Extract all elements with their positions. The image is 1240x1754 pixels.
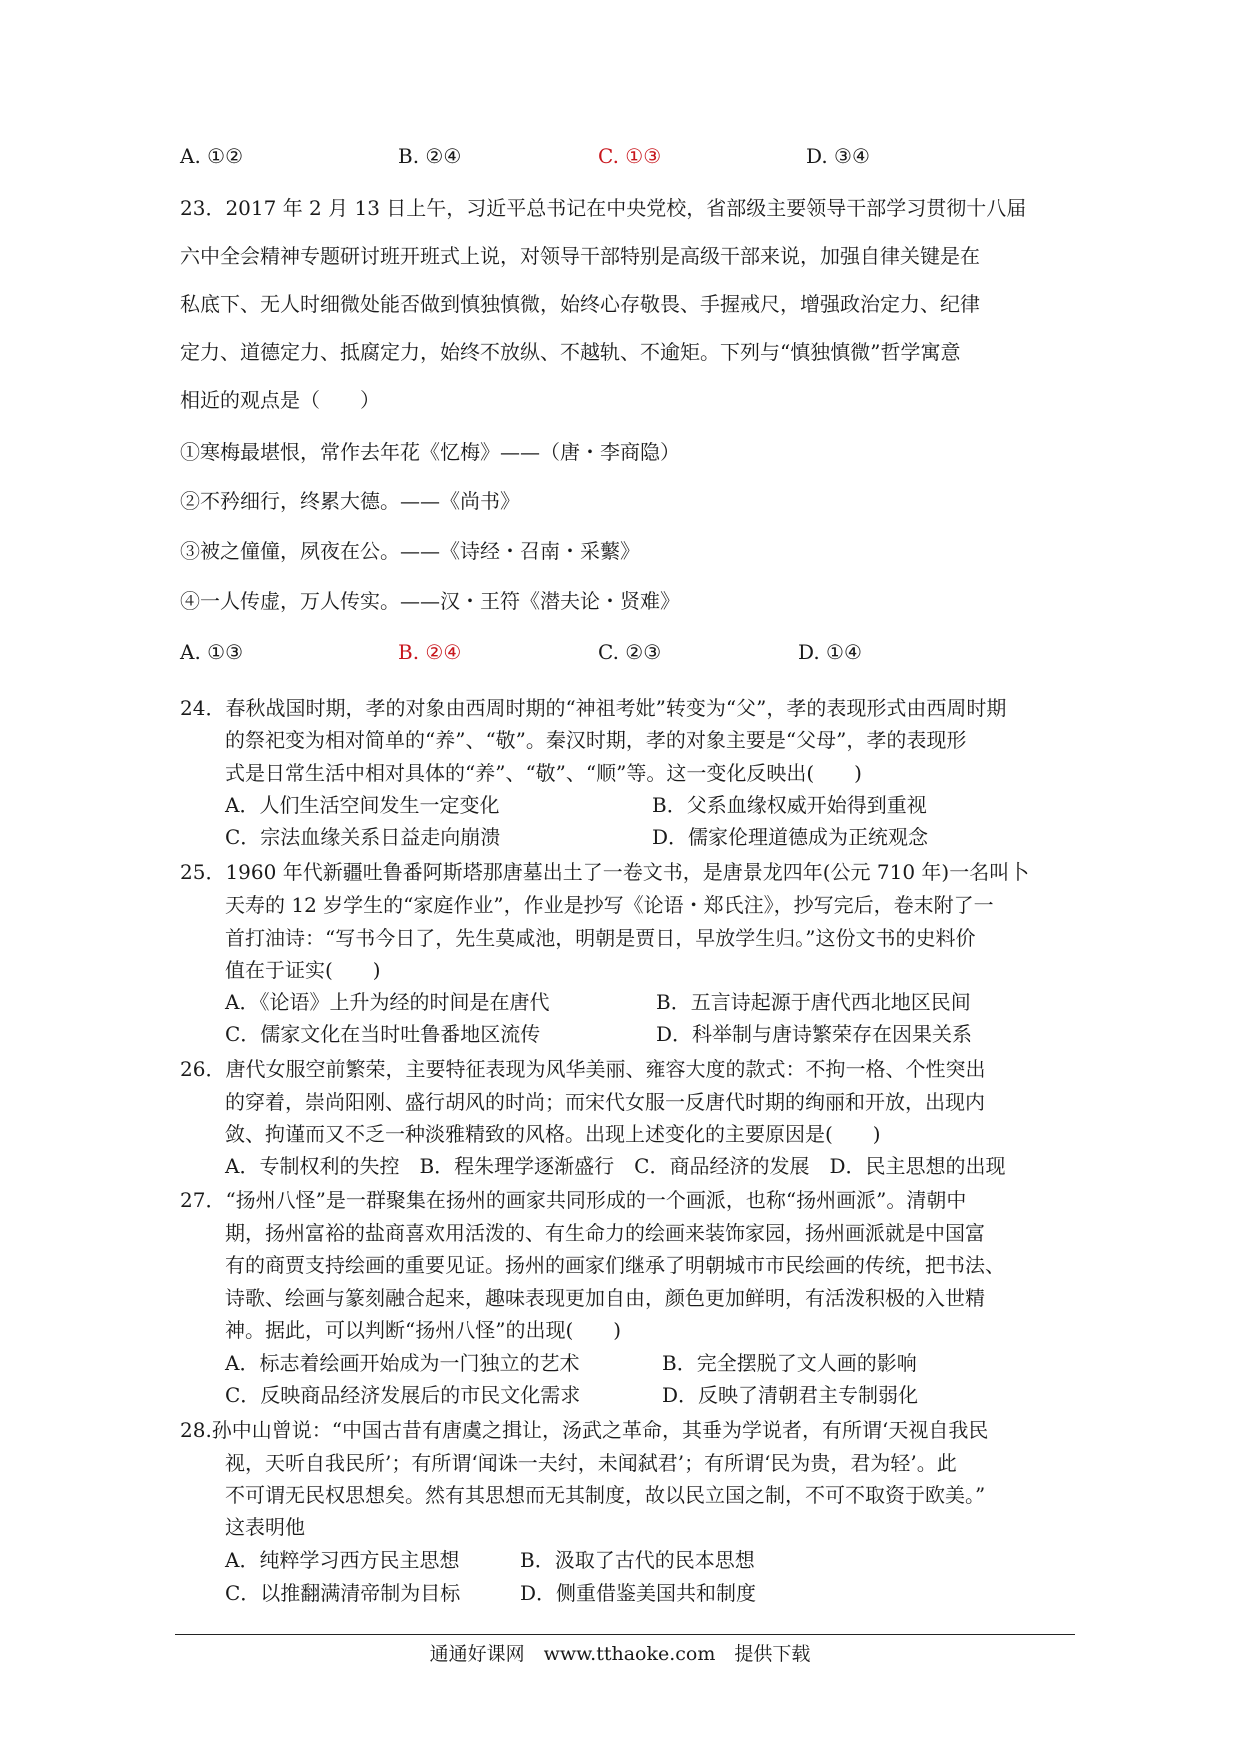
q23-item-2: ②不矜细行，终累大德。——《尚书》	[180, 489, 520, 513]
q24-stem-line: 式是日常生活中相对具体的“养”、“敬”、“顺”等。这一变化反映出( )	[225, 761, 862, 785]
q23-option-c: C. ②③	[598, 640, 662, 664]
q25-option-c: C．儒家文化在当时吐鲁番地区流传	[225, 1022, 541, 1046]
q23-option-d: D. ①④	[798, 640, 862, 664]
q25-stem-line: 值在于证实( )	[225, 958, 381, 982]
q23-stem-line: 私底下、无人时细微处能否做到慎独慎微，始终心存敬畏、手握戒尺，增强政治定力、纪律	[180, 292, 980, 316]
q28-option-b: B．汲取了古代的民本思想	[520, 1548, 755, 1572]
q26-options: A．专制权利的失控 B．程朱理学逐渐盛行 C．商品经济的发展 D．民主思想的出现	[225, 1154, 1006, 1178]
q27-option-d: D．反映了清朝君主专制弱化	[662, 1383, 919, 1407]
q24-option-a: A．人们生活空间发生一定变化	[225, 793, 500, 817]
q25-stem-line: 25．1960 年代新疆吐鲁番阿斯塔那唐墓出土了一卷文书，是唐景龙四年(公元 710 年)一名叫卜	[180, 860, 1030, 884]
q23-item-4: ④一人传虚，万人传实。——汉・王符《潜夫论・贤难》	[180, 589, 680, 613]
q22-option-b: B. ②④	[398, 144, 462, 168]
q22-option-c-answer: C. ①③	[598, 144, 662, 168]
q27-stem-line: 诗歌、绘画与篆刻融合起来，趣味表现更加自由，颜色更加鲜明，有活泼积极的入世精	[225, 1286, 985, 1310]
q27-option-a: A．标志着绘画开始成为一门独立的艺术	[225, 1351, 580, 1375]
q28-option-a: A．纯粹学习西方民主思想	[225, 1548, 460, 1572]
q26-stem-line: 的穿着，崇尚阳刚、盛行胡风的时尚；而宋代女服一反唐代时期的绚丽和开放，出现内	[225, 1090, 985, 1114]
q26-stem-line: 敛、拘谨而又不乏一种淡雅精致的风格。出现上述变化的主要原因是( )	[225, 1122, 881, 1146]
q27-option-c: C．反映商品经济发展后的市民文化需求	[225, 1383, 581, 1407]
q28-option-c: C．以推翻满清帝制为目标	[225, 1581, 461, 1605]
q23-stem-line: 23．2017 年 2 月 13 日上午，习近平总书记在中央党校，省部级主要领导干部学习贯彻十八届	[180, 196, 1027, 220]
q25-option-b: B．五言诗起源于唐代西北地区民间	[656, 990, 971, 1014]
q24-option-c: C．宗法血缘关系日益走向崩溃	[225, 825, 501, 849]
q23-stem-line: 定力、道德定力、抵腐定力，始终不放纵、不越轨、不逾矩。下列与“慎独慎微”哲学寓意	[180, 340, 961, 364]
q22-option-d: D. ③④	[806, 144, 870, 168]
q27-option-b: B．完全摆脱了文人画的影响	[662, 1351, 917, 1375]
q23-item-1: ①寒梅最堪恨，常作去年花《忆梅》——（唐・李商隐）	[180, 440, 680, 464]
q23-option-a: A. ①③	[180, 640, 244, 664]
q28-option-d: D．侧重借鉴美国共和制度	[520, 1581, 757, 1605]
footer-divider	[175, 1634, 1075, 1635]
q25-stem-line: 首打油诗：“写书今日了，先生莫咸池，明朝是贾日，早放学生归。”这份文书的史料价	[225, 926, 976, 950]
q28-stem-line: 视，天听自我民所’；有所谓‘闻诛一夫纣，未闻弑君’；有所谓‘民为贵，君为轻’。此	[225, 1451, 957, 1475]
q27-stem-line: 27．“扬州八怪”是一群聚集在扬州的画家共同形成的一个画派，也称“扬州画派”。清朝中	[180, 1188, 967, 1212]
q24-option-b: B．父系血缘权威开始得到重视	[652, 793, 927, 817]
q23-stem-line: 相近的观点是（ ）	[180, 388, 380, 412]
q28-stem-line: 不可谓无民权思想矣。然有其思想而无其制度，故以民立国之制，不可不取资于欧美。”	[225, 1483, 986, 1507]
q23-stem-line: 六中全会精神专题研讨班开班式上说，对领导干部特别是高级干部来说，加强自律关键是在	[180, 244, 980, 268]
q27-stem-line: 期，扬州富裕的盐商喜欢用活泼的、有生命力的绘画来装饰家园，扬州画派就是中国富	[225, 1221, 985, 1245]
q28-stem-line: 28.孙中山曾说：“中国古昔有唐虞之揖让，汤武之革命，其垂为学说者，有所谓‘天视自我民	[180, 1418, 989, 1442]
q24-option-d: D．儒家伦理道德成为正统观念	[652, 825, 929, 849]
q27-stem-line: 神。据此，可以判断“扬州八怪”的出现( )	[225, 1318, 622, 1342]
q23-option-b-answer: B. ②④	[398, 640, 462, 664]
q25-option-a: A．《论语》上升为经的时间是在唐代	[225, 990, 550, 1014]
q25-stem-line: 天寿的 12 岁学生的“家庭作业”，作业是抄写《论语・郑氏注》，抄写完后，卷末附了一	[225, 893, 994, 917]
q26-stem-line: 26．唐代女服空前繁荣，主要特征表现为风华美丽、雍容大度的款式：不拘一格、个性突出	[180, 1057, 986, 1081]
q24-stem-line: 的祭祀变为相对简单的“养”、“敬”。秦汉时期，孝的对象主要是“父母”，孝的表现形	[225, 728, 967, 752]
q28-stem-line: 这表明他	[225, 1515, 305, 1539]
q22-option-a: A. ①②	[180, 144, 244, 168]
footer-text: 通通好课网 www.tthaoke.com 提供下载	[429, 1643, 811, 1665]
q24-stem-line: 24．春秋战国时期，孝的对象由西周时期的“神祖考妣”转变为“父”，孝的表现形式由西周时期	[180, 696, 1007, 720]
q25-option-d: D．科举制与唐诗繁荣存在因果关系	[656, 1022, 973, 1046]
q27-stem-line: 有的商贾支持绘画的重要见证。扬州的画家们继承了明朝城市市民绘画的传统，把书法、	[225, 1253, 1005, 1277]
q23-item-3: ③被之僮僮，夙夜在公。——《诗经・召南・采蘩》	[180, 539, 640, 563]
